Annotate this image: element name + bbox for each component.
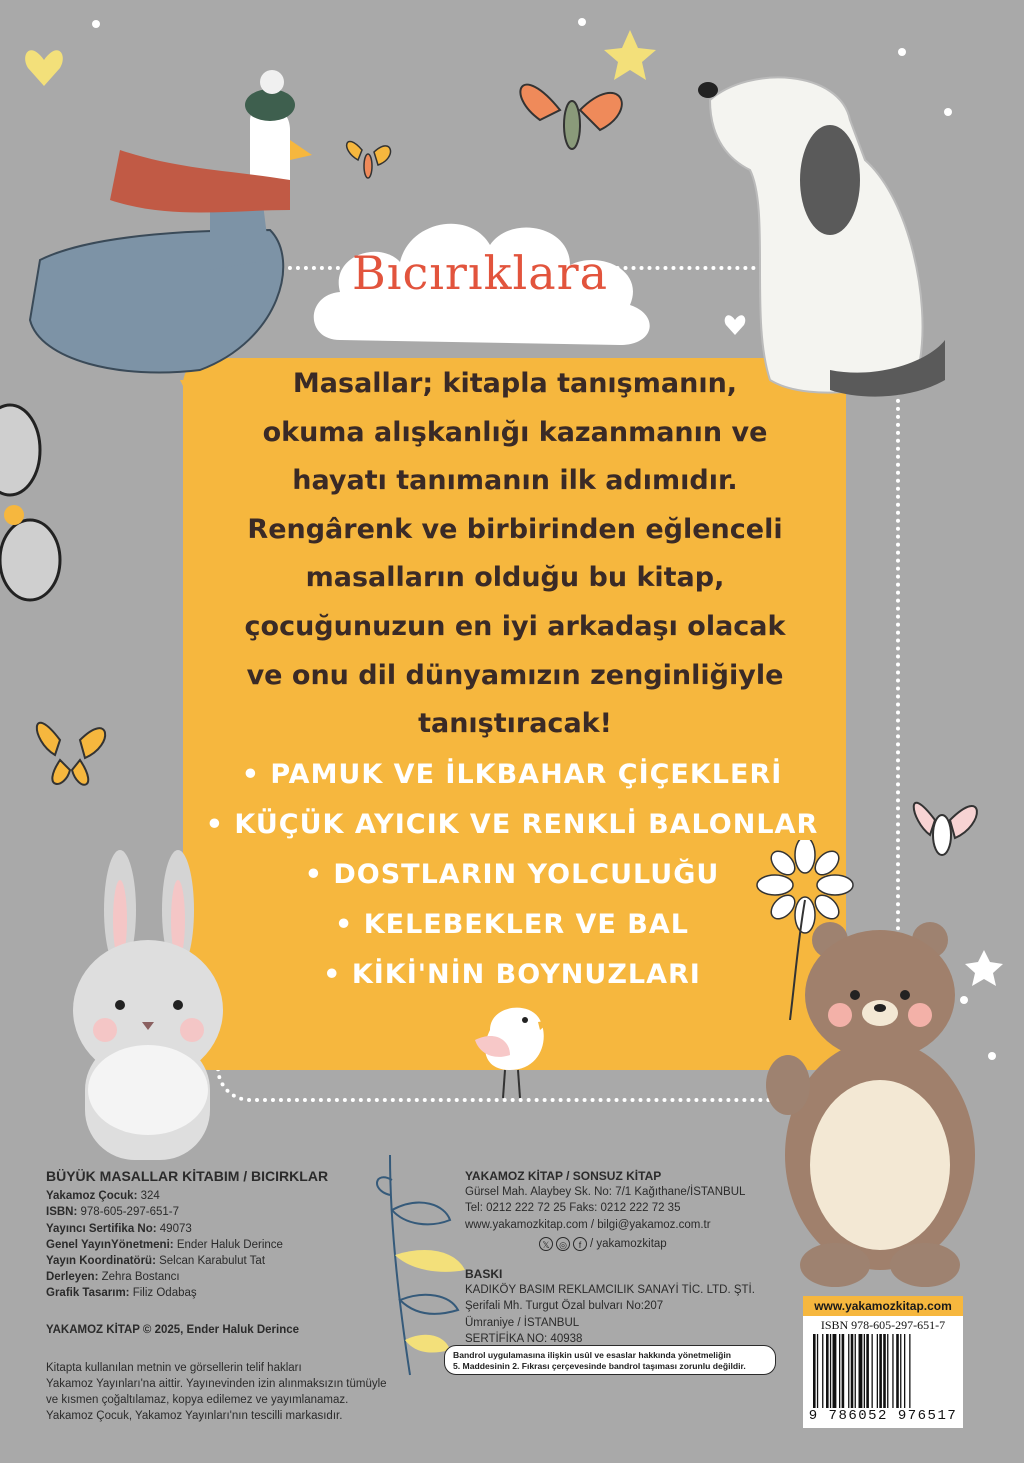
- barcode-bars: [813, 1334, 953, 1408]
- barcode-bar: [826, 1334, 829, 1408]
- story-item: • KELEBEKLER VE BAL: [335, 909, 689, 940]
- barcode-bar: [842, 1334, 845, 1408]
- colophon: [46, 1168, 396, 1425]
- butterfly-icon: [37, 723, 105, 785]
- dot-icon: [898, 48, 906, 56]
- flower-icon: [0, 405, 60, 600]
- butterfly-icon: [347, 141, 391, 178]
- barcode-bar: [833, 1334, 837, 1408]
- instagram-icon[interactable]: ◎: [556, 1237, 570, 1251]
- isbn-label: ISBN 978-605-297-651-7: [820, 1318, 946, 1332]
- barcode-bar: [839, 1334, 840, 1408]
- intro-line: Rengârenk ve birbirinden eğlenceli: [247, 513, 783, 545]
- goose-illustration: [0, 60, 320, 410]
- intro-line: ve onu dil dünyamızın zenginliğiyle: [246, 659, 784, 691]
- dot-icon: [988, 1052, 996, 1060]
- barcode-bar: [851, 1334, 854, 1408]
- butterfly-icon: [520, 85, 621, 149]
- star-icon: [604, 30, 656, 80]
- barcode-bar: [817, 1334, 818, 1408]
- barcode-bar: [830, 1334, 831, 1408]
- intro-line: masalların olduğu bu kitap,: [305, 562, 725, 594]
- publisher-address: Gürsel Mah. Alaybey Sk. No: 7/1 Kağıthane/İSTANBUL: [465, 1186, 746, 1199]
- printer-line: Ümraniye / İSTANBUL: [465, 1316, 580, 1329]
- barcode-bar: [872, 1334, 873, 1408]
- dot-icon: [92, 20, 100, 28]
- story-item: • DOSTLARIN YOLCULUĞU: [304, 859, 720, 890]
- story-item: • KİKİ'NİN BOYNUZLARI: [323, 959, 701, 990]
- facebook-icon[interactable]: f: [573, 1237, 587, 1251]
- bandrol-notice: Bandrol uygulamasına ilişkin usûl ve esaslar hakkında yönetmeliğin 5. Maddesinin 2. Fıkrası çerçevesinde bandrol taşıması zorunlu değildir.: [444, 1345, 776, 1375]
- intro-line: okuma alışkanlığı kazanmanın ve: [262, 416, 768, 448]
- colophon-row: Yayın Koordinatörü: Selcan Karabulut Tat: [46, 1255, 266, 1268]
- barcode-bar: [877, 1334, 878, 1408]
- social-handle[interactable]: / yakamozkitap: [590, 1237, 667, 1250]
- social-links: [539, 1236, 795, 1252]
- barcode-bar: [859, 1334, 863, 1408]
- colophon-row: Grafik Tasarım: Filiz Odabaş: [46, 1287, 197, 1300]
- book-title: BÜYÜK MASALLAR KİTABIM / BICIRKLAR: [46, 1168, 329, 1184]
- intro-text: [190, 360, 840, 749]
- printer-line: KADIKÖY BASIM REKLAMCILIK SANAYİ TİC. LTD. ŞTİ.: [465, 1284, 755, 1297]
- publisher-name: YAKAMOZ KİTAP / SONSUZ KİTAP: [465, 1169, 662, 1183]
- barcode-bar: [883, 1334, 886, 1408]
- intro-line: tanıştıracak!: [418, 708, 612, 740]
- story-item: • KÜÇÜK AYICIK VE RENKLİ BALONLAR: [205, 809, 819, 840]
- barcode-bar: [848, 1334, 849, 1408]
- barcode-bar: [887, 1334, 888, 1408]
- x-icon[interactable]: 𝕏: [539, 1237, 553, 1251]
- barcode-bar: [864, 1334, 865, 1408]
- barcode-bar: [900, 1334, 901, 1408]
- dot-icon: [578, 18, 586, 26]
- colophon-row: Derleyen: Zehra Bostancı: [46, 1271, 180, 1284]
- intro-line: Masallar; kitapla tanışmanın,: [292, 368, 738, 399]
- website-badge: www.yakamozkitap.com: [803, 1296, 963, 1316]
- printer-line: SERTİFİKA NO: 40938: [465, 1332, 583, 1345]
- barcode-number: 9 786052 976517: [808, 1408, 958, 1424]
- colophon-row: ISBN: 978-605-297-651-7: [46, 1206, 179, 1219]
- barcode-bar: [904, 1334, 905, 1408]
- butterfly-icon: [914, 803, 977, 855]
- intro-line: çocuğunuzun en iyi arkadaşı olacak: [244, 610, 786, 642]
- story-item: • PAMUK VE İLKBAHAR ÇİÇEKLERİ: [241, 759, 783, 790]
- colophon-row: Yakamoz Çocuk: 324: [46, 1190, 160, 1203]
- barcode-bar: [855, 1334, 856, 1408]
- printer-line: Şerifali Mh. Turgut Özal bulvarı No:207: [465, 1300, 664, 1313]
- colophon-row: Genel YayınYönetmeni: Ender Haluk Derince: [46, 1238, 283, 1251]
- colophon-row: Yayıncı Sertifika No: 49073: [46, 1222, 192, 1235]
- publisher-phone: Tel: 0212 222 72 25 Faks: 0212 222 72 35: [465, 1202, 681, 1215]
- print-heading: BASKI: [465, 1267, 503, 1282]
- barcode-bar: [866, 1334, 869, 1408]
- barcode-bar: [813, 1334, 816, 1408]
- barcode-bar: [822, 1334, 823, 1408]
- page-title: Bıcırıklara: [351, 246, 609, 300]
- barcode-bar: [892, 1334, 893, 1408]
- barcode-bar: [909, 1334, 910, 1408]
- barcode-bar: [879, 1334, 882, 1408]
- rabbit-illustration: [60, 840, 240, 1160]
- publisher-web-mail: www.yakamozkitap.com / bilgi@yakamoz.com.tr: [465, 1218, 711, 1231]
- intro-line: hayatı tanımanın ilk adımıdır.: [292, 465, 738, 497]
- barcode: [803, 1316, 963, 1428]
- legal-text: Kitapta kullanılan metnin ve görsellerin telif hakları Yakamoz Yayınları'na aittir. Yayınevinden izin alınmaksızın tümüyle ve kısmen çoğaltılamaz, kopya edilemez ve yayımlanamaz. Yakamoz Çocuk, Yakamoz Yayınları'nın tescilli markasıdır.: [46, 1361, 387, 1423]
- barcode-bar: [896, 1334, 899, 1408]
- bird-illustration: [470, 980, 560, 1100]
- copyright-line: YAKAMOZ KİTAP © 2025, Ender Haluk Derince: [46, 1323, 300, 1336]
- publisher-info: [465, 1168, 795, 1347]
